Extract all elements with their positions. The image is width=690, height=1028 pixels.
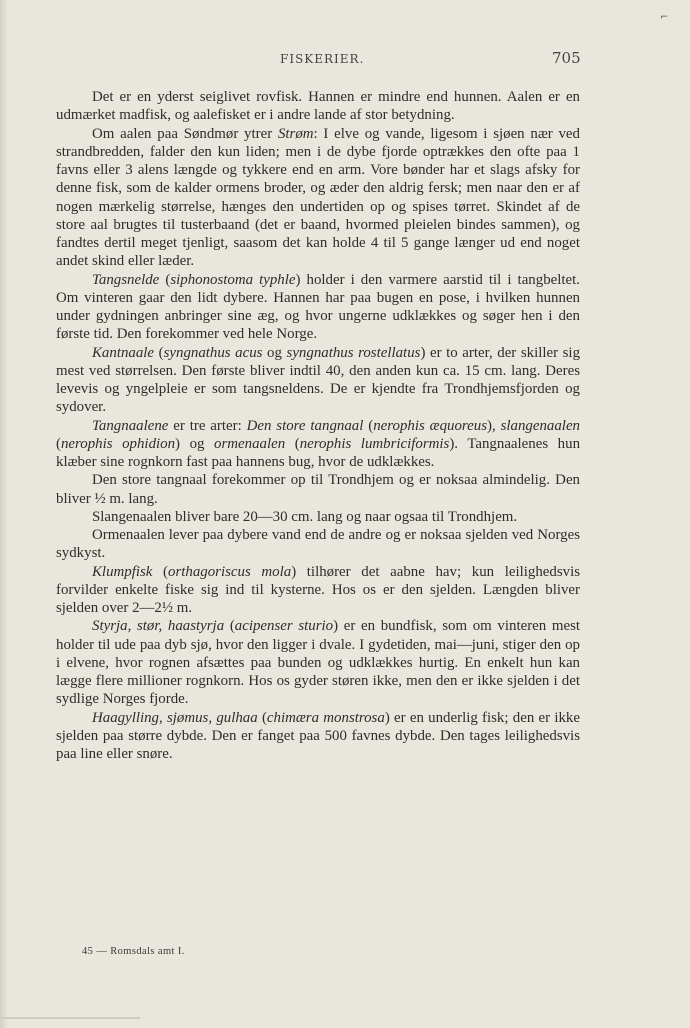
text-run: ) er en underlig fisk; den er ikke sjelden paa større dybde. Den er fanget paa 500 favnes dybde. Den tages leilighedsvis paa line eller snøre. [56,709,580,762]
paragraph [56,88,580,125]
italic-term: Tangnaalene [92,417,169,434]
italic-term: nerophis ophidion [60,435,176,452]
text-run: er tre arter: [168,417,247,434]
text-run: ) er en bundfisk, som om vinteren mest holder til ude paa dyb sjø, hvor den ligger i dvale. I gydetiden, mai—juni, stiger den op i elvene, hvor rognen afsættes paa bunden og udklækkes hurtig. En enkelt hun kan lægge flere millioner rognkorn. Hos os gyder støren ikke, men den er ikke sjelden i det sydlige Norges fjorde. [56,618,581,708]
page-number: 705 [552,49,581,67]
italic-term: Haagylling, sjømus, gulhaa [92,709,258,726]
text-run: ) tilhører det aabne hav; kun leilighedsvis forvilder enkelte fiske sig ind til kysterne. Hos os er den sjelden. Længden bliver sjelden over 2—2½ m. [56,563,580,616]
corner-mark: ⌐ [660,12,669,23]
text-run: ). Tangnaalenes hun klæber sine rognkorn fast paa hannens bug, hvor de udklækkes. [56,435,581,470]
text-run: ( [363,417,374,434]
italic-term: syngnathus acus [163,344,263,361]
italic-term: orthagoriscus mola [168,563,292,580]
text-run: : I elve og vande, ligesom i sjøen nær ved strandbredden, falder den kun liden; men i de dybe fjorde optrækkes den ofte paa 1 favns eller 3 alens længde og tykkere end en arm. Vore bønder har et slags afsky for denne fisk, som de kalder ormens broder, og æder den aldrig fersk; men naar den er af nogen mærkelig størrelse, hænges den undertiden op og spises tørret. Skindet af de store aal brugtes til tusterbaand (det er baand, hvormed pleielen bindes sammen), og fandtes dertil meget tjenligt, saasom det kan holde 4 til 5 gange længer ud end noget andet skind eller læder. [56,125,580,270]
text-run: ( [224,618,235,635]
paragraph [56,271,580,344]
bottom-edge-shadow [0,1017,140,1019]
italic-term: nerophis lumbriciformis [299,435,450,452]
paragraph [56,617,580,708]
page-binding-edge [0,0,7,1028]
text-run: ) holder i den varmere aarstid til i tangbeltet. Om vinteren gaar den lidt dybere. Hannen har paa bugen en pose, i hvilken hunnen under gydningen anbringer sine æg, og hvor ungerne udklækkes og søger hen i den første tid. Den forekommer ved hele Norge. [56,271,580,343]
italic-term: Tangsnelde [92,271,160,288]
paragraph [56,508,580,526]
text-run: Om aalen paa Søndmør ytrer [92,125,278,142]
text-run: Ormenaalen lever paa dybere vand end de andre og er noksaa sjelden ved Norges sydkyst. [56,527,580,562]
paragraph [56,526,580,563]
paragraph [56,563,580,618]
italic-term: chimæra monstrosa [266,709,385,726]
printer-signature: 45 — Romsdals amt I. [82,946,185,957]
italic-term: syngnathus rostellatus [286,344,421,361]
italic-term: acipenser sturio [234,618,334,635]
text-run: Den store tangnaal forekommer op til Trondhjem og er noksaa almindelig. Den bliver ½ m. lang. [56,472,580,507]
paragraph [56,125,580,271]
italic-term: slangenaalen [500,417,580,434]
italic-term: Styrja, stør, haastyrja [92,618,225,635]
italic-term: Kantnaale [92,344,155,361]
paragraph [56,417,580,472]
text-run: Slangenaalen bliver bare 20—30 cm. lang og naar ogsaa til Trondhjem. [92,508,518,525]
text-run: ), [487,417,501,434]
paragraph [56,471,580,508]
italic-term: siphonostoma typhle [170,271,296,288]
text-run: ( [159,271,171,288]
italic-term: Den store tangnaal [246,417,364,434]
text-run: ( [257,709,267,726]
text-run: ( [152,563,169,580]
body-text [56,88,580,763]
running-title: FISKERIER. [280,52,365,66]
text-run: ( [56,435,61,452]
text-run: ) er to arter, der skiller sig mest ved størrelsen. Den første bliver indtil 40, den anden kun ca. 15 cm. lang. Deres levevis og yngelpleie er som tangsneldens. De er kjendte fra Trondhjemsfjorden og sydover. [56,344,581,416]
italic-term: ormenaalen [214,435,286,452]
italic-term: Strøm [277,125,314,142]
text-run: ( [154,344,164,361]
text-run: og [262,344,287,361]
italic-term: nerophis æquoreus [373,417,488,434]
text-run: ) og [175,435,215,452]
italic-term: Klumpfisk [92,563,153,580]
paragraph [56,344,580,417]
paragraph [56,709,580,764]
text-run: Det er en yderst seiglivet rovfisk. Hannen er mindre end hunnen. Aalen er en udmærket madfisk, og aalefisket er i andre lande af stor betydning. [56,89,580,124]
text-run: ( [285,435,300,452]
